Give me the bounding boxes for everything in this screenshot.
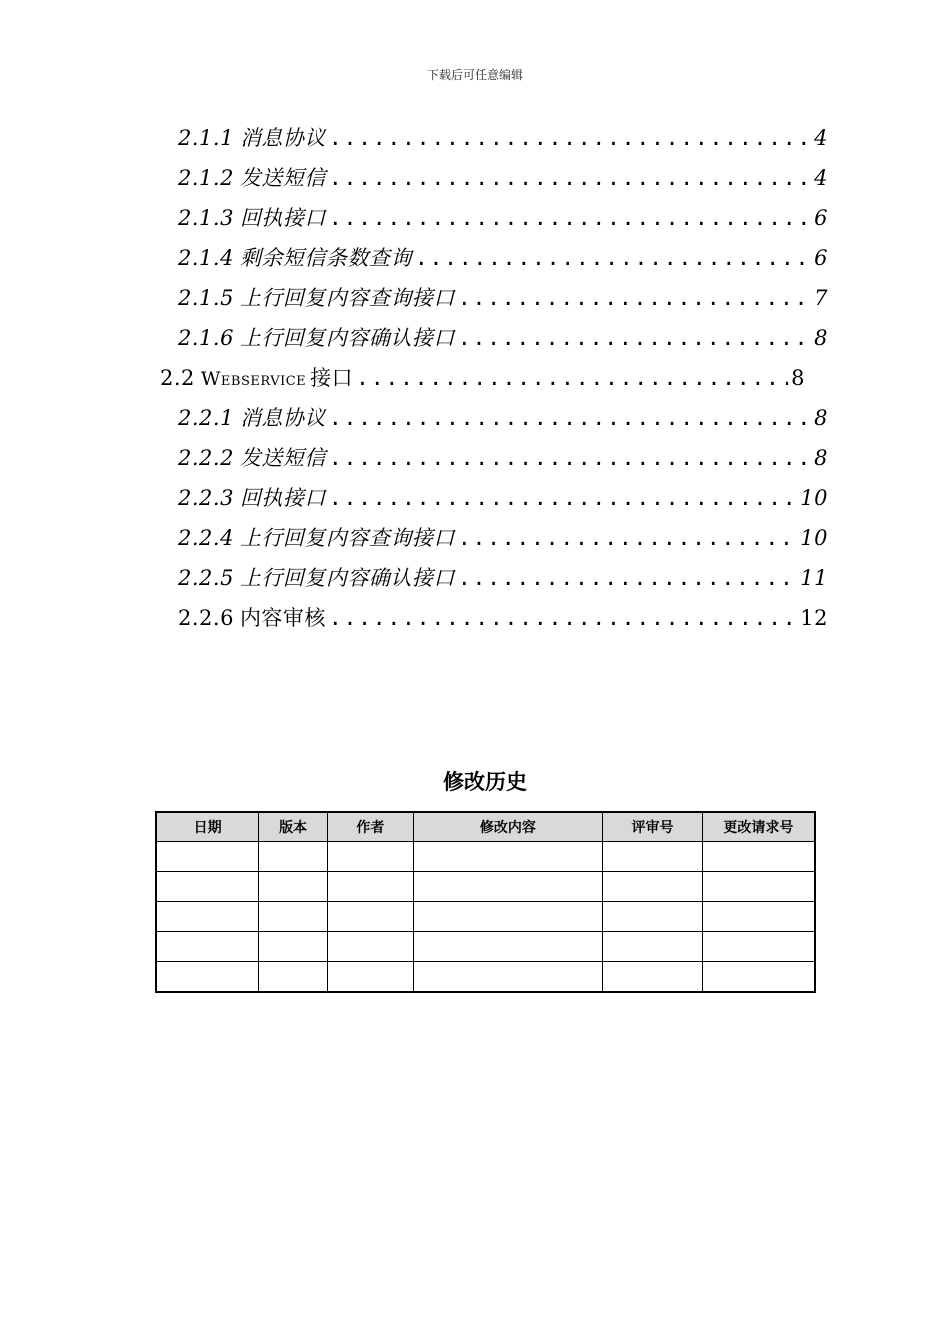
toc-entry-page: 12 bbox=[800, 606, 828, 630]
column-header-review-id: 评审号 bbox=[603, 812, 703, 842]
toc-entry-page: 10 bbox=[800, 486, 828, 510]
toc-entry-number: 2.2.6 bbox=[178, 606, 234, 630]
table-cell[interactable] bbox=[702, 962, 815, 993]
toc-entry-number: 2.1.6 bbox=[178, 326, 234, 350]
table-cell[interactable] bbox=[327, 902, 413, 932]
table-cell[interactable] bbox=[156, 842, 259, 872]
toc-entry-page: 8 bbox=[791, 366, 805, 390]
table-row bbox=[156, 932, 815, 962]
toc-entry-number: 2.1.3 bbox=[178, 206, 234, 230]
toc-entry-number: 2.2 bbox=[160, 366, 195, 390]
toc-leader-dots bbox=[458, 278, 811, 318]
column-header-date: 日期 bbox=[156, 812, 259, 842]
table-cell[interactable] bbox=[702, 902, 815, 932]
table-cell[interactable] bbox=[603, 872, 703, 902]
table-cell[interactable] bbox=[156, 932, 259, 962]
table-cell[interactable] bbox=[603, 842, 703, 872]
toc-entry-2-2-6[interactable] bbox=[178, 598, 828, 638]
table-cell[interactable] bbox=[156, 902, 259, 932]
toc-leader-dots bbox=[329, 438, 811, 478]
table-row bbox=[156, 962, 815, 993]
toc-entry-2-1-4[interactable] bbox=[178, 238, 828, 278]
column-header-version: 版本 bbox=[259, 812, 328, 842]
toc-leader-dots bbox=[329, 398, 811, 438]
table-cell[interactable] bbox=[702, 932, 815, 962]
toc-entry-number: 2.1.1 bbox=[178, 126, 234, 150]
toc-entry-page: 6 bbox=[814, 206, 828, 230]
toc-entry-number: 2.1.5 bbox=[178, 286, 234, 310]
toc-leader-dots bbox=[329, 598, 797, 638]
toc-entry-number: 2.2.2 bbox=[178, 446, 234, 470]
table-cell[interactable] bbox=[702, 842, 815, 872]
table-cell[interactable] bbox=[259, 932, 328, 962]
toc-entry-2-1-1[interactable] bbox=[178, 118, 828, 158]
toc-leader-dots bbox=[329, 198, 811, 238]
toc-entry-2-2-2[interactable] bbox=[178, 438, 828, 478]
toc-leader-dots bbox=[458, 558, 797, 598]
table-header-row bbox=[156, 812, 815, 842]
table-row bbox=[156, 872, 815, 902]
toc-entry-2-2-3[interactable] bbox=[178, 478, 828, 518]
toc-entry-title: 上行回复内容查询接口 bbox=[239, 526, 455, 550]
toc-entry-title-en: Webservice bbox=[200, 368, 307, 390]
toc-entry-2-1-5[interactable] bbox=[178, 278, 828, 318]
toc-entry-title: 消息协议 bbox=[239, 126, 326, 150]
toc-leader-dots bbox=[356, 358, 788, 398]
toc-entry-2-2-4[interactable] bbox=[178, 518, 828, 558]
table-cell[interactable] bbox=[259, 842, 328, 872]
table-cell[interactable] bbox=[413, 932, 602, 962]
toc-entry-title: 回执接口 bbox=[239, 206, 326, 230]
toc-leader-dots bbox=[458, 318, 811, 358]
toc-leader-dots bbox=[458, 518, 797, 558]
toc-leader-dots bbox=[329, 158, 811, 198]
toc-entry-number: 2.1.4 bbox=[178, 246, 234, 270]
toc-entry-page: 8 bbox=[814, 446, 828, 470]
toc-entry-page: 4 bbox=[814, 166, 828, 190]
column-header-change-request-id: 更改请求号 bbox=[702, 812, 815, 842]
table-cell[interactable] bbox=[413, 872, 602, 902]
page-header-note: 下载后可任意编辑 bbox=[426, 68, 523, 82]
table-cell[interactable] bbox=[413, 962, 602, 993]
table-cell[interactable] bbox=[327, 962, 413, 993]
table-cell[interactable] bbox=[603, 932, 703, 962]
toc-leader-dots bbox=[329, 118, 811, 158]
toc-entry-2-1-2[interactable] bbox=[178, 158, 828, 198]
toc-entry-title: 内容审核 bbox=[239, 606, 326, 630]
toc-entry-title: 上行回复内容查询接口 bbox=[239, 286, 455, 310]
toc-entry-2-2-1[interactable] bbox=[178, 398, 828, 438]
toc-entry-2-2[interactable] bbox=[160, 358, 805, 398]
toc-entry-title: 消息协议 bbox=[239, 406, 326, 430]
toc-entry-page: 11 bbox=[800, 566, 828, 590]
toc-entry-page: 8 bbox=[814, 406, 828, 430]
toc-entry-2-1-3[interactable] bbox=[178, 198, 828, 238]
toc-entry-title: 回执接口 bbox=[239, 486, 326, 510]
revision-history-table bbox=[155, 811, 816, 993]
table-cell[interactable] bbox=[603, 902, 703, 932]
toc-entry-number: 2.2.1 bbox=[178, 406, 234, 430]
table-cell[interactable] bbox=[327, 932, 413, 962]
table-cell[interactable] bbox=[327, 872, 413, 902]
toc-entry-title: 接口 bbox=[310, 366, 354, 390]
toc-entry-title: 发送短信 bbox=[239, 446, 326, 470]
table-cell[interactable] bbox=[327, 842, 413, 872]
table-cell[interactable] bbox=[413, 902, 602, 932]
toc-entry-page: 10 bbox=[800, 526, 828, 550]
column-header-author: 作者 bbox=[327, 812, 413, 842]
table-cell[interactable] bbox=[156, 962, 259, 993]
toc-entry-page: 6 bbox=[814, 246, 828, 270]
toc-entry-title: 剩余短信条数查询 bbox=[239, 246, 412, 270]
toc-entry-number: 2.2.4 bbox=[178, 526, 234, 550]
toc-entry-title: 上行回复内容确认接口 bbox=[239, 326, 455, 350]
table-cell[interactable] bbox=[259, 872, 328, 902]
table-cell[interactable] bbox=[603, 962, 703, 993]
toc-entry-title: 发送短信 bbox=[239, 166, 326, 190]
toc-entry-page: 4 bbox=[814, 126, 828, 150]
table-cell[interactable] bbox=[413, 842, 602, 872]
table-row bbox=[156, 842, 815, 872]
table-row bbox=[156, 902, 815, 932]
toc-leader-dots bbox=[415, 238, 811, 278]
column-header-changes: 修改内容 bbox=[413, 812, 602, 842]
toc-entry-page: 7 bbox=[814, 286, 828, 310]
toc-entry-number: 2.2.3 bbox=[178, 486, 234, 510]
table-cell[interactable] bbox=[156, 872, 259, 902]
revision-history-title: 修改历史 bbox=[443, 770, 527, 794]
toc-entry-title: 上行回复内容确认接口 bbox=[239, 566, 455, 590]
toc-entry-2-1-6[interactable] bbox=[178, 318, 828, 358]
toc-entry-page: 8 bbox=[814, 326, 828, 350]
table-cell[interactable] bbox=[259, 962, 328, 993]
toc-entry-2-2-5[interactable] bbox=[178, 558, 828, 598]
toc-entry-number: 2.2.5 bbox=[178, 566, 234, 590]
table-cell[interactable] bbox=[702, 872, 815, 902]
toc-entry-number: 2.1.2 bbox=[178, 166, 234, 190]
table-cell[interactable] bbox=[259, 902, 328, 932]
toc-leader-dots bbox=[329, 478, 797, 518]
